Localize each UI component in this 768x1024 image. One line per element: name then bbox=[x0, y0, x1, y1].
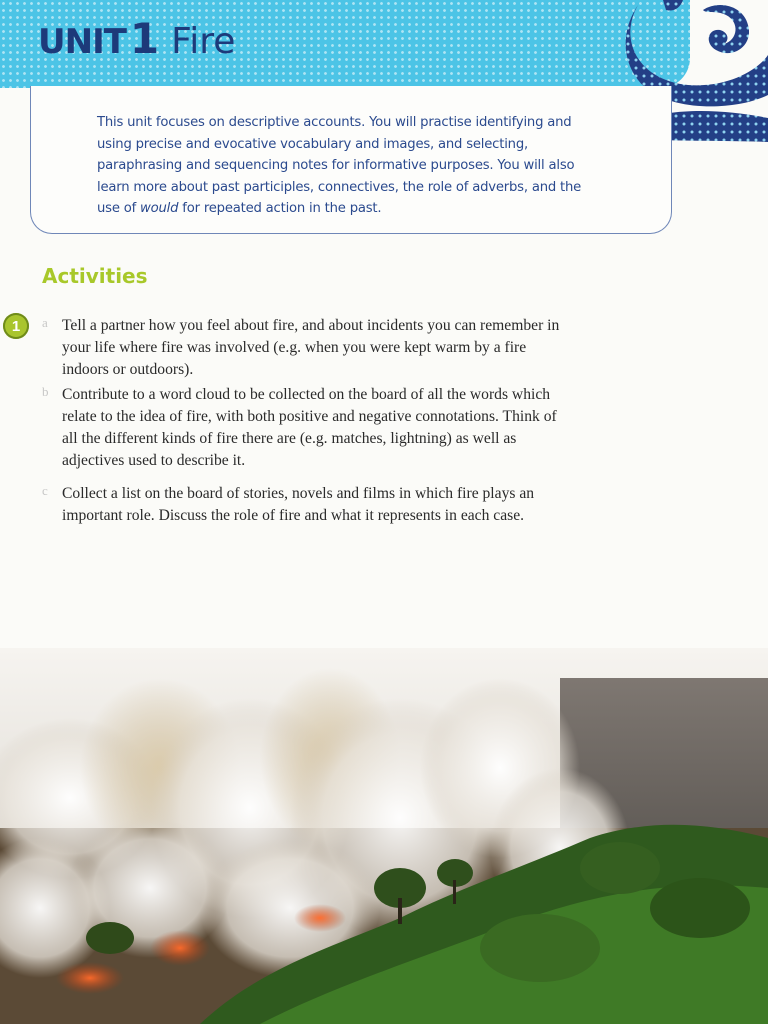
activity-number-badge: 1 bbox=[3, 313, 29, 339]
task-text: Tell a partner how you feel about fire, and about incidents you can remember in your life where fire was involved (e.g. when you were kept warm by a fire indoors or outdoors). bbox=[62, 317, 560, 378]
unit-number: 1 bbox=[129, 14, 160, 63]
unit-word: UNIT bbox=[38, 22, 126, 62]
task-letter: c bbox=[42, 483, 48, 498]
task-c bbox=[42, 483, 572, 527]
intro-text-end: for repeated action in the past. bbox=[178, 201, 382, 216]
forest-fire-photo bbox=[0, 648, 768, 1024]
intro-emphasis: would bbox=[140, 201, 179, 216]
task-text: Contribute to a word cloud to be collected on the board of all the words which relate to the idea of fire, with both positive and negative connotations. Think of all the different kinds of fire there are (e.g. matches, lightning) as well as adjectives used to describe it. bbox=[62, 386, 557, 469]
activities-heading: Activities bbox=[42, 264, 148, 288]
unit-topic: Fire bbox=[171, 21, 236, 62]
task-a bbox=[42, 315, 572, 381]
intro-text bbox=[97, 112, 597, 220]
unit-title bbox=[38, 14, 235, 63]
intro-box bbox=[30, 86, 672, 234]
task-letter: a bbox=[42, 315, 48, 330]
task-text: Collect a list on the board of stories, novels and films in which fire plays an important role. Discuss the role of fire and what it represents in each case. bbox=[62, 485, 535, 524]
task-letter: b bbox=[42, 384, 49, 399]
task-b bbox=[42, 384, 572, 472]
intro-text-start: This unit focuses on descriptive accounts. You will practise identifying and using precise and evocative vocabulary and images, and selecting, paraphrasing and sequencing notes for informative purposes. You will also learn more about past participles, connectives, the role of adverbs, and the use of bbox=[97, 115, 582, 216]
